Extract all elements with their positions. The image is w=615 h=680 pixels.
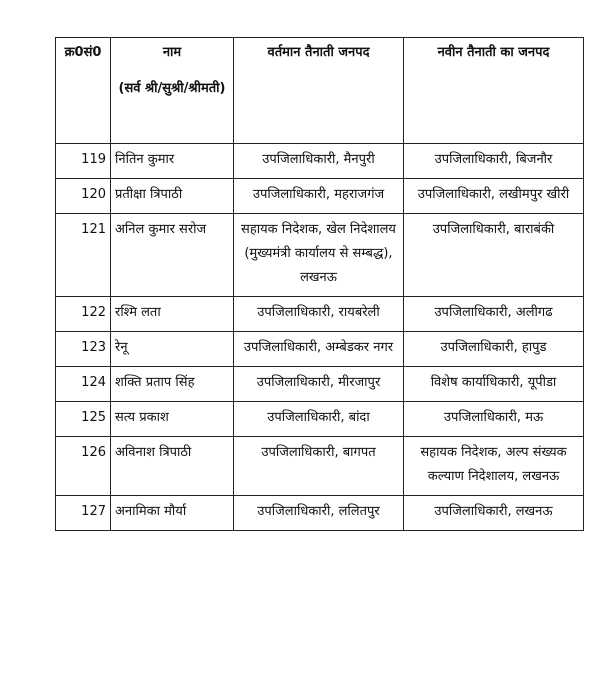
- row-name: रेनू: [111, 332, 234, 367]
- row-serial: 121: [56, 214, 111, 297]
- row-current-posting: उपजिलाधिकारी, मीरजापुर: [234, 367, 404, 402]
- table-row: [56, 214, 584, 297]
- row-current-posting: उपजिलाधिकारी, बागपत: [234, 437, 404, 496]
- row-name: अनामिका मौर्या: [111, 496, 234, 531]
- table-row: [56, 496, 584, 531]
- header-name: [111, 38, 234, 144]
- row-serial: 123: [56, 332, 111, 367]
- row-new-posting: उपजिलाधिकारी, लखनऊ: [404, 496, 584, 531]
- row-current-posting: उपजिलाधिकारी, रायबरेली: [234, 297, 404, 332]
- row-name: सत्य प्रकाश: [111, 402, 234, 437]
- row-serial: 122: [56, 297, 111, 332]
- row-name: प्रतीक्षा त्रिपाठी: [111, 179, 234, 214]
- header-new-posting: नवीन तैनाती का जनपद: [404, 38, 584, 144]
- header-serial: क्र0सं0: [56, 38, 111, 144]
- row-serial: 119: [56, 144, 111, 179]
- row-name: रश्मि लता: [111, 297, 234, 332]
- transfer-table: [55, 37, 584, 531]
- row-current-posting: सहायक निदेशक, खेल निदेशालय (मुख्यमंत्री कार्यालय से सम्बद्ध), लखनऊ: [234, 214, 404, 297]
- row-serial: 127: [56, 496, 111, 531]
- table-row: [56, 367, 584, 402]
- row-name: नितिन कुमार: [111, 144, 234, 179]
- row-current-posting: उपजिलाधिकारी, बांदा: [234, 402, 404, 437]
- row-name: शक्ति प्रताप सिंह: [111, 367, 234, 402]
- row-name: अविनाश त्रिपाठी: [111, 437, 234, 496]
- row-current-posting: उपजिलाधिकारी, महराजगंज: [234, 179, 404, 214]
- row-new-posting: उपजिलाधिकारी, बिजनौर: [404, 144, 584, 179]
- row-serial: 124: [56, 367, 111, 402]
- row-serial: 126: [56, 437, 111, 496]
- row-current-posting: उपजिलाधिकारी, ललितपुर: [234, 496, 404, 531]
- row-new-posting: उपजिलाधिकारी, लखीमपुर खीरी: [404, 179, 584, 214]
- table-header-row: [56, 38, 584, 144]
- row-new-posting: विशेष कार्याधिकारी, यूपीडा: [404, 367, 584, 402]
- row-new-posting: उपजिलाधिकारी, अलीगढ: [404, 297, 584, 332]
- header-name-label: नाम: [162, 45, 182, 60]
- row-new-posting: उपजिलाधिकारी, हापुड: [404, 332, 584, 367]
- row-new-posting: उपजिलाधिकारी, मऊ: [404, 402, 584, 437]
- header-name-subtitle: (सर्व श्री/सुश्री/श्रीमती): [118, 81, 226, 96]
- row-current-posting: उपजिलाधिकारी, मैनपुरी: [234, 144, 404, 179]
- table-row: [56, 332, 584, 367]
- row-serial: 120: [56, 179, 111, 214]
- table-row: [56, 437, 584, 496]
- table-row: [56, 179, 584, 214]
- row-new-posting: सहायक निदेशक, अल्प संख्यक कल्याण निदेशालय, लखनऊ: [404, 437, 584, 496]
- row-current-posting: उपजिलाधिकारी, अम्बेडकर नगर: [234, 332, 404, 367]
- row-new-posting: उपजिलाधिकारी, बाराबंकी: [404, 214, 584, 297]
- row-name: अनिल कुमार सरोज: [111, 214, 234, 297]
- header-current-posting: वर्तमान तैनाती जनपद: [234, 38, 404, 144]
- table-row: [56, 402, 584, 437]
- table-row: [56, 144, 584, 179]
- table-row: [56, 297, 584, 332]
- row-serial: 125: [56, 402, 111, 437]
